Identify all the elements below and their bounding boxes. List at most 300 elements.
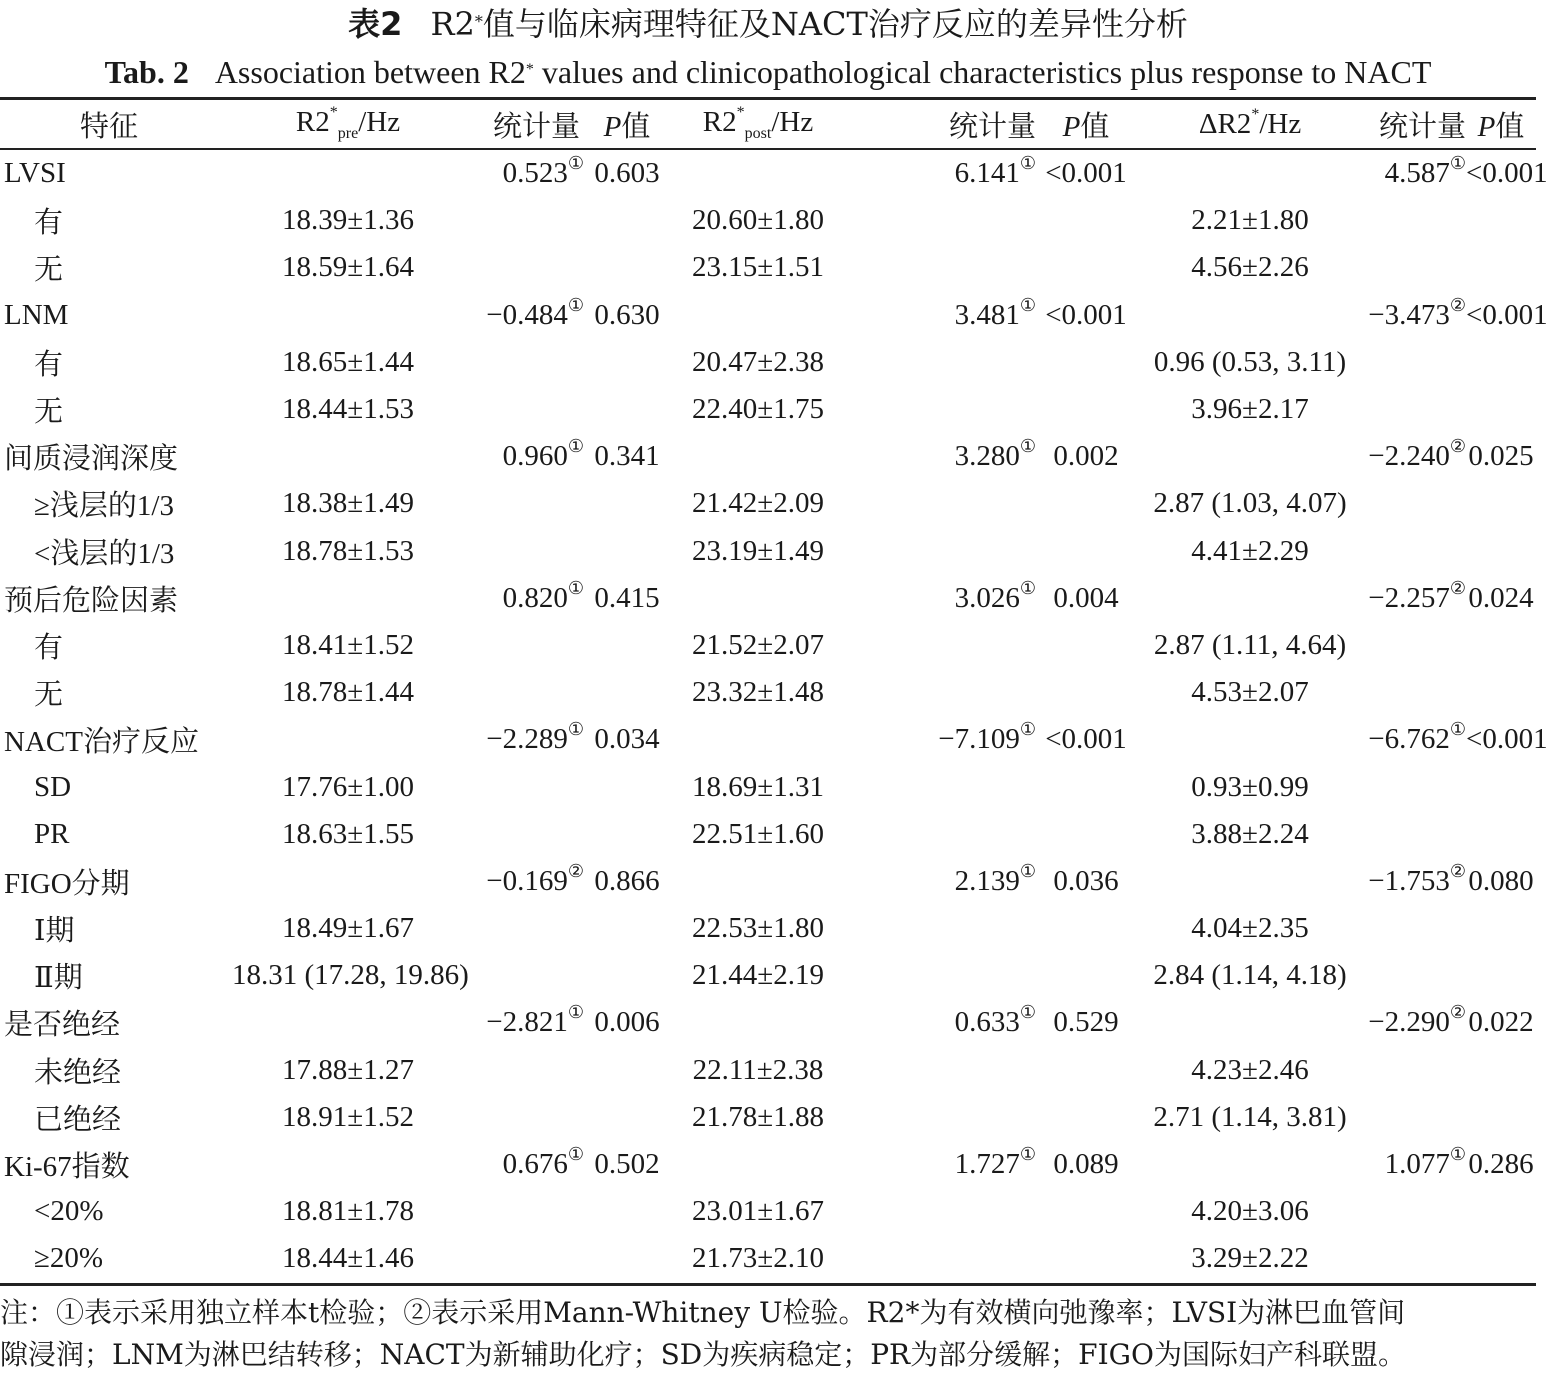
cell-feature: FIGO分期 xyxy=(4,867,130,900)
cell-stat-1 xyxy=(464,244,584,291)
cell-stat-1 xyxy=(464,1047,584,1094)
cell-r2-pre: 18.38±1.49 xyxy=(282,487,414,520)
cell-p-2: 0.529 xyxy=(1053,1006,1119,1039)
caption-en-title-post: values and clinicopathological characteristics plus response to NACT xyxy=(533,54,1432,90)
cell-stat-3 xyxy=(1364,811,1466,858)
cell-stat-2 xyxy=(846,244,1036,291)
cell-r2-post: 23.01±1.67 xyxy=(692,1195,824,1228)
cell-feature: 已绝经 xyxy=(34,1103,122,1136)
footnote-marker: ② xyxy=(1449,1002,1466,1023)
cell-stat-1 xyxy=(464,1094,584,1141)
cell-p-3 xyxy=(1466,386,1536,433)
cell-p-1 xyxy=(584,669,670,716)
caption-cn-title-pre: R2 xyxy=(430,5,475,43)
table-row xyxy=(0,575,1536,622)
table-row xyxy=(0,339,1536,386)
cell-stat-3 xyxy=(1364,1094,1466,1141)
cell-delta-r2: 2.87 (1.11, 4.64) xyxy=(1153,628,1347,661)
cell-r2-post xyxy=(670,858,846,905)
cell-r2-post: 18.69±1.31 xyxy=(692,770,824,803)
cell-stat-2 xyxy=(846,386,1036,433)
cell-p-3: <0.001 xyxy=(1466,723,1548,756)
cell-r2-post xyxy=(670,292,846,339)
cell-p-1 xyxy=(584,763,670,810)
cell-r2-pre xyxy=(232,433,464,480)
cell-p-1 xyxy=(584,622,670,669)
cell-stat-1 xyxy=(464,622,584,669)
cell-r2-pre xyxy=(232,1141,464,1188)
cell-stat-3: −6.762① xyxy=(1368,719,1466,756)
cell-p-3 xyxy=(1466,1188,1536,1235)
cell-r2-post: 20.60±1.80 xyxy=(692,204,824,237)
cell-p-3 xyxy=(1466,197,1536,244)
cell-p-1 xyxy=(584,528,670,575)
header-r2-pre: $R2^*_{pre}/Hz$ xyxy=(232,99,464,150)
header-stat-2: 统计量 xyxy=(846,99,1036,150)
cell-feature: 间质浸润深度 xyxy=(4,443,179,476)
table-row xyxy=(0,386,1536,433)
cell-feature: 预后危险因素 xyxy=(4,584,179,617)
cell-stat-2 xyxy=(846,528,1036,575)
cell-stat-3: −2.257② xyxy=(1368,577,1466,614)
cell-stat-1 xyxy=(464,952,584,999)
cell-feature: Ⅱ期 xyxy=(34,962,83,995)
caption-en-label: Tab. 2 xyxy=(104,54,189,90)
table-row xyxy=(0,999,1536,1046)
cell-r2-pre: 18.63±1.55 xyxy=(282,817,414,850)
table-row xyxy=(0,1094,1536,1141)
cell-feature: 有 xyxy=(34,348,64,381)
cell-stat-2 xyxy=(846,622,1036,669)
cell-r2-pre: 18.59±1.64 xyxy=(282,251,414,284)
cell-stat-1 xyxy=(464,480,584,527)
footnote-marker: ① xyxy=(567,1144,584,1165)
cell-stat-2 xyxy=(846,669,1036,716)
cell-p-3: 0.024 xyxy=(1468,581,1534,614)
cell-stat-2 xyxy=(846,1235,1036,1284)
cell-delta-r2: 3.29±2.22 xyxy=(1191,1242,1309,1275)
cell-r2-post xyxy=(670,433,846,480)
footnote-marker: ② xyxy=(1449,436,1466,457)
cell-p-3 xyxy=(1466,1094,1536,1141)
cell-feature: 有 xyxy=(34,631,64,664)
cell-stat-2 xyxy=(846,480,1036,527)
cell-delta-r2: 3.88±2.24 xyxy=(1191,817,1309,850)
footnote-marker: ① xyxy=(567,1002,584,1023)
cell-r2-pre: 18.91±1.52 xyxy=(282,1100,414,1133)
cell-feature: PR xyxy=(34,817,70,850)
cell-p-3 xyxy=(1466,669,1536,716)
cell-p-3 xyxy=(1466,622,1536,669)
caption-cn-label: 表2 xyxy=(348,5,403,43)
footnote-marker: ① xyxy=(567,436,584,457)
cell-p-2 xyxy=(1036,811,1136,858)
cell-delta-r2: 3.96±2.17 xyxy=(1191,393,1309,426)
footnote-marker: ① xyxy=(1019,860,1036,881)
cell-p-3 xyxy=(1466,811,1536,858)
cell-stat-2 xyxy=(846,1188,1036,1235)
cell-stat-1 xyxy=(464,905,584,952)
table-row xyxy=(0,858,1536,905)
cell-delta-r2 xyxy=(1136,149,1364,197)
cell-stat-1: −0.484① xyxy=(486,294,584,331)
cell-feature: 有 xyxy=(34,207,64,240)
table-row xyxy=(0,1047,1536,1094)
footnote-marker: ② xyxy=(567,860,584,881)
cell-stat-1: 0.523① xyxy=(502,153,584,190)
table-row xyxy=(0,292,1536,339)
table-row xyxy=(0,622,1536,669)
cell-stat-1: 0.820① xyxy=(502,577,584,614)
cell-p-3 xyxy=(1466,763,1536,810)
cell-feature: 是否绝经 xyxy=(4,1009,121,1042)
cell-stat-3 xyxy=(1364,244,1466,291)
table-row xyxy=(0,433,1536,480)
table-row xyxy=(0,1188,1536,1235)
cell-p-1 xyxy=(584,1094,670,1141)
table-caption-en: Tab. 2 Association between R2* values and clinicopathological characteristics plus response to NACT xyxy=(104,54,1432,90)
cell-r2-pre xyxy=(232,999,464,1046)
cell-stat-2: 3.481① xyxy=(954,294,1036,331)
table-row xyxy=(0,528,1536,575)
cell-r2-post: 20.47±2.38 xyxy=(692,345,824,378)
cell-r2-post: 21.52±2.07 xyxy=(692,628,824,661)
cell-stat-3: −2.290② xyxy=(1368,1002,1466,1039)
cell-delta-r2: 4.56±2.26 xyxy=(1191,251,1309,284)
cell-feature: 无 xyxy=(34,679,64,712)
cell-delta-r2 xyxy=(1136,1141,1364,1188)
footnote-marker: ① xyxy=(567,719,584,740)
cell-stat-3: −1.753② xyxy=(1368,860,1466,897)
table-row xyxy=(0,716,1536,763)
cell-r2-pre: 18.44±1.46 xyxy=(282,1242,414,1275)
cell-r2-pre: 18.78±1.44 xyxy=(282,676,414,709)
cell-p-2: 0.036 xyxy=(1053,864,1119,897)
cell-stat-3 xyxy=(1364,905,1466,952)
cell-r2-pre xyxy=(232,292,464,339)
cell-feature: 无 xyxy=(34,396,64,429)
cell-stat-2: 6.141① xyxy=(954,153,1036,190)
footnote-marker: ① xyxy=(1019,153,1036,174)
cell-p-2 xyxy=(1036,386,1136,433)
cell-r2-post xyxy=(670,149,846,197)
cell-delta-r2 xyxy=(1136,999,1364,1046)
cell-delta-r2 xyxy=(1136,575,1364,622)
cell-delta-r2: 4.23±2.46 xyxy=(1191,1053,1309,1086)
cell-p-3: 0.286 xyxy=(1468,1148,1534,1181)
cell-feature: SD xyxy=(34,770,72,803)
cell-p-3: 0.025 xyxy=(1468,440,1534,473)
footnote-marker: ① xyxy=(1019,1144,1036,1165)
cell-delta-r2 xyxy=(1136,858,1364,905)
table-row xyxy=(0,480,1536,527)
cell-feature: LNM xyxy=(4,298,69,331)
header-row xyxy=(0,99,1536,150)
cell-delta-r2 xyxy=(1136,716,1364,763)
cell-p-2: 0.002 xyxy=(1053,440,1119,473)
cell-p-2 xyxy=(1036,763,1136,810)
cell-p-2 xyxy=(1036,622,1136,669)
cell-stat-3 xyxy=(1364,197,1466,244)
note-line-2: 隙浸润；LNM为淋巴结转移；NACT为新辅助化疗；SD为疾病稳定；PR为部分缓解；FIGO为国际妇产科联盟。 xyxy=(0,1338,1406,1371)
cell-p-1 xyxy=(584,480,670,527)
cell-stat-3: −3.473② xyxy=(1368,294,1466,331)
cell-p-3 xyxy=(1466,952,1536,999)
cell-stat-2: 2.139① xyxy=(954,860,1036,897)
cell-stat-1 xyxy=(464,197,584,244)
table-note xyxy=(0,1292,1530,1376)
cell-stat-1 xyxy=(464,339,584,386)
cell-r2-pre xyxy=(232,575,464,622)
cell-p-1 xyxy=(584,197,670,244)
cell-feature: ≥浅层的1/3 xyxy=(34,490,174,523)
cell-delta-r2: 2.71 (1.14, 3.81) xyxy=(1153,1100,1347,1133)
cell-r2-pre: 18.65±1.44 xyxy=(282,345,414,378)
cell-stat-1 xyxy=(464,1188,584,1235)
cell-p-3: 0.022 xyxy=(1468,1006,1534,1039)
cell-r2-pre: 18.81±1.78 xyxy=(282,1195,414,1228)
cell-p-1: 0.341 xyxy=(594,440,660,473)
cell-stat-2 xyxy=(846,952,1036,999)
footnote-marker: ② xyxy=(1449,294,1466,315)
cell-p-3 xyxy=(1466,905,1536,952)
cell-r2-pre xyxy=(232,149,464,197)
footnote-marker: ① xyxy=(1449,719,1466,740)
cell-stat-3 xyxy=(1364,528,1466,575)
cell-r2-post: 23.15±1.51 xyxy=(692,251,824,284)
cell-stat-2 xyxy=(846,1094,1036,1141)
cell-feature: Ⅰ期 xyxy=(34,915,75,948)
cell-delta-r2: 4.20±3.06 xyxy=(1191,1195,1309,1228)
cell-p-1: 0.006 xyxy=(594,1006,660,1039)
cell-r2-pre: 17.76±1.00 xyxy=(282,770,414,803)
cell-r2-pre xyxy=(232,858,464,905)
cell-stat-1: 0.676① xyxy=(502,1144,584,1181)
cell-p-1: 0.630 xyxy=(594,298,660,331)
header-p-2: P值 xyxy=(1036,99,1136,150)
cell-stat-2 xyxy=(846,197,1036,244)
cell-stat-3 xyxy=(1364,952,1466,999)
cell-p-1 xyxy=(584,244,670,291)
cell-stat-3 xyxy=(1364,1188,1466,1235)
cell-p-2 xyxy=(1036,952,1136,999)
cell-stat-3 xyxy=(1364,1047,1466,1094)
footnote-marker: ② xyxy=(1449,577,1466,598)
cell-delta-r2: 4.41±2.29 xyxy=(1191,534,1309,567)
cell-stat-1 xyxy=(464,528,584,575)
cell-feature: Ki-67指数 xyxy=(4,1151,130,1184)
cell-r2-pre: 18.31 (17.28, 19.86) xyxy=(232,959,469,992)
header-feature: 特征 xyxy=(0,99,232,150)
cell-stat-1: −2.289① xyxy=(486,719,584,756)
cell-p-3: 0.080 xyxy=(1468,864,1534,897)
cell-p-2 xyxy=(1036,480,1136,527)
cell-stat-1: 0.960① xyxy=(502,436,584,473)
cell-p-1 xyxy=(584,952,670,999)
cell-stat-3 xyxy=(1364,339,1466,386)
cell-p-1 xyxy=(584,811,670,858)
cell-stat-3 xyxy=(1364,1235,1466,1284)
header-stat-3: 统计量 xyxy=(1364,99,1466,150)
cell-p-1 xyxy=(584,1235,670,1284)
footnote-marker: ① xyxy=(1449,153,1466,174)
caption-en-title-pre: Association between R2 xyxy=(214,54,526,90)
cell-r2-pre: 18.78±1.53 xyxy=(282,534,414,567)
cell-stat-2 xyxy=(846,763,1036,810)
table-row xyxy=(0,763,1536,810)
cell-stat-2: 3.026① xyxy=(954,577,1036,614)
cell-p-2: 0.089 xyxy=(1053,1148,1119,1181)
cell-p-2: <0.001 xyxy=(1045,298,1127,331)
cell-stat-2 xyxy=(846,811,1036,858)
cell-feature: ≥20% xyxy=(34,1242,104,1275)
cell-p-2: 0.004 xyxy=(1053,581,1119,614)
cell-p-1: 0.866 xyxy=(594,864,660,897)
cell-p-3 xyxy=(1466,244,1536,291)
cell-stat-1 xyxy=(464,1235,584,1284)
cell-p-1 xyxy=(584,1188,670,1235)
cell-stat-3 xyxy=(1364,669,1466,716)
cell-stat-1 xyxy=(464,811,584,858)
cell-stat-2: 0.633① xyxy=(954,1002,1036,1039)
caption-cn-title-post: 值与临床病理特征及NACT治疗反应的差异性分析 xyxy=(482,5,1188,43)
cell-r2-post xyxy=(670,1141,846,1188)
table-row xyxy=(0,149,1536,197)
cell-stat-3: −2.240② xyxy=(1368,436,1466,473)
footnote-marker: ① xyxy=(567,294,584,315)
cell-delta-r2: 2.84 (1.14, 4.18) xyxy=(1153,959,1347,992)
cell-delta-r2 xyxy=(1136,433,1364,480)
cell-feature: <20% xyxy=(34,1195,104,1228)
cell-feature: <浅层的1/3 xyxy=(34,537,175,570)
cell-r2-pre: 18.49±1.67 xyxy=(282,912,414,945)
cell-stat-2: 3.280① xyxy=(954,436,1036,473)
cell-r2-post xyxy=(670,999,846,1046)
cell-p-3 xyxy=(1466,528,1536,575)
cell-r2-post: 21.44±2.19 xyxy=(692,959,824,992)
header-delta-r2: ΔR2*/Hz xyxy=(1136,99,1364,150)
cell-p-2 xyxy=(1036,528,1136,575)
cell-stat-3 xyxy=(1364,480,1466,527)
table-row xyxy=(0,1235,1536,1284)
cell-stat-1 xyxy=(464,763,584,810)
cell-r2-pre: 17.88±1.27 xyxy=(282,1053,414,1086)
cell-r2-pre: 18.41±1.52 xyxy=(282,628,414,661)
header-p-1: P值 xyxy=(584,99,670,150)
table-row xyxy=(0,811,1536,858)
cell-p-1 xyxy=(584,339,670,386)
cell-stat-1 xyxy=(464,386,584,433)
cell-stat-2 xyxy=(846,905,1036,952)
cell-feature: 无 xyxy=(34,254,64,287)
cell-stat-2: −7.109① xyxy=(938,719,1036,756)
cell-p-2 xyxy=(1036,197,1136,244)
footnote-marker: ① xyxy=(567,577,584,598)
footnote-marker: ① xyxy=(1019,436,1036,457)
header-r2-post: $R2^*_{post}/Hz$ xyxy=(670,99,846,150)
cell-p-2 xyxy=(1036,339,1136,386)
cell-p-2 xyxy=(1036,1188,1136,1235)
cell-stat-3: 4.587① xyxy=(1384,153,1466,190)
cell-delta-r2: 0.93±0.99 xyxy=(1191,770,1309,803)
footnote-marker: ① xyxy=(567,153,584,174)
cell-stat-2 xyxy=(846,1047,1036,1094)
cell-r2-post xyxy=(670,716,846,763)
cell-delta-r2 xyxy=(1136,292,1364,339)
cell-delta-r2: 4.04±2.35 xyxy=(1191,912,1309,945)
cell-p-2 xyxy=(1036,1235,1136,1284)
table-row xyxy=(0,952,1536,999)
cell-r2-post: 23.32±1.48 xyxy=(692,676,824,709)
cell-stat-3 xyxy=(1364,622,1466,669)
cell-stat-3 xyxy=(1364,386,1466,433)
footnote-marker: ① xyxy=(1019,577,1036,598)
cell-r2-post: 23.19±1.49 xyxy=(692,534,824,567)
footnote-marker: ① xyxy=(1019,719,1036,740)
data-table xyxy=(0,97,1548,1286)
cell-delta-r2: 4.53±2.07 xyxy=(1191,676,1309,709)
cell-delta-r2: 2.87 (1.03, 4.07) xyxy=(1153,487,1347,520)
cell-p-3: <0.001 xyxy=(1466,298,1548,331)
cell-p-2 xyxy=(1036,669,1136,716)
cell-p-3 xyxy=(1466,1047,1536,1094)
table-row xyxy=(0,244,1536,291)
cell-r2-post: 22.53±1.80 xyxy=(692,912,824,945)
cell-p-2 xyxy=(1036,905,1136,952)
note-line-1: 注：①表示采用独立样本t检验；②表示采用Mann-Whitney U检验。R2*为有效横向弛豫率；LVSI为淋巴血管间 xyxy=(0,1296,1406,1329)
cell-p-1: 0.415 xyxy=(594,581,660,614)
cell-stat-3: 1.077① xyxy=(1384,1144,1466,1181)
cell-feature: LVSI xyxy=(4,157,66,190)
cell-r2-pre: 18.44±1.53 xyxy=(282,393,414,426)
cell-p-3 xyxy=(1466,1235,1536,1284)
footnote-marker: ① xyxy=(1019,294,1036,315)
cell-feature: 未绝经 xyxy=(34,1056,122,1089)
cell-delta-r2: 2.21±1.80 xyxy=(1191,204,1309,237)
cell-p-2: <0.001 xyxy=(1045,723,1127,756)
cell-p-1 xyxy=(584,1047,670,1094)
header-stat-1: 统计量 xyxy=(464,99,584,150)
cell-feature: NACT治疗反应 xyxy=(4,726,199,759)
cell-p-2: <0.001 xyxy=(1045,157,1127,190)
cell-p-1: 0.603 xyxy=(594,157,660,190)
table-row xyxy=(0,905,1536,952)
cell-r2-post: 21.78±1.88 xyxy=(692,1100,824,1133)
cell-p-3: <0.001 xyxy=(1466,157,1548,190)
cell-p-2 xyxy=(1036,1094,1136,1141)
table-row xyxy=(0,669,1536,716)
footnote-marker: ① xyxy=(1449,1144,1466,1165)
cell-p-3 xyxy=(1466,339,1536,386)
cell-stat-3 xyxy=(1364,763,1466,810)
cell-stat-1 xyxy=(464,669,584,716)
cell-r2-post: 22.40±1.75 xyxy=(692,393,824,426)
cell-p-1: 0.502 xyxy=(594,1148,660,1181)
cell-r2-post: 21.42±2.09 xyxy=(692,487,824,520)
cell-r2-post: 22.51±1.60 xyxy=(692,817,824,850)
cell-r2-post: 21.73±2.10 xyxy=(692,1242,824,1275)
table-caption-cn: 表2 R2*值与临床病理特征及NACT治疗反应的差异性分析 xyxy=(348,5,1188,43)
cell-stat-2: 1.727① xyxy=(954,1144,1036,1181)
cell-r2-post xyxy=(670,575,846,622)
cell-p-2 xyxy=(1036,244,1136,291)
cell-p-1 xyxy=(584,905,670,952)
cell-stat-1: −0.169② xyxy=(486,860,584,897)
cell-stat-1: −2.821① xyxy=(486,1002,584,1039)
cell-r2-post: 22.11±2.38 xyxy=(692,1053,824,1086)
cell-p-1 xyxy=(584,386,670,433)
cell-p-2 xyxy=(1036,1047,1136,1094)
